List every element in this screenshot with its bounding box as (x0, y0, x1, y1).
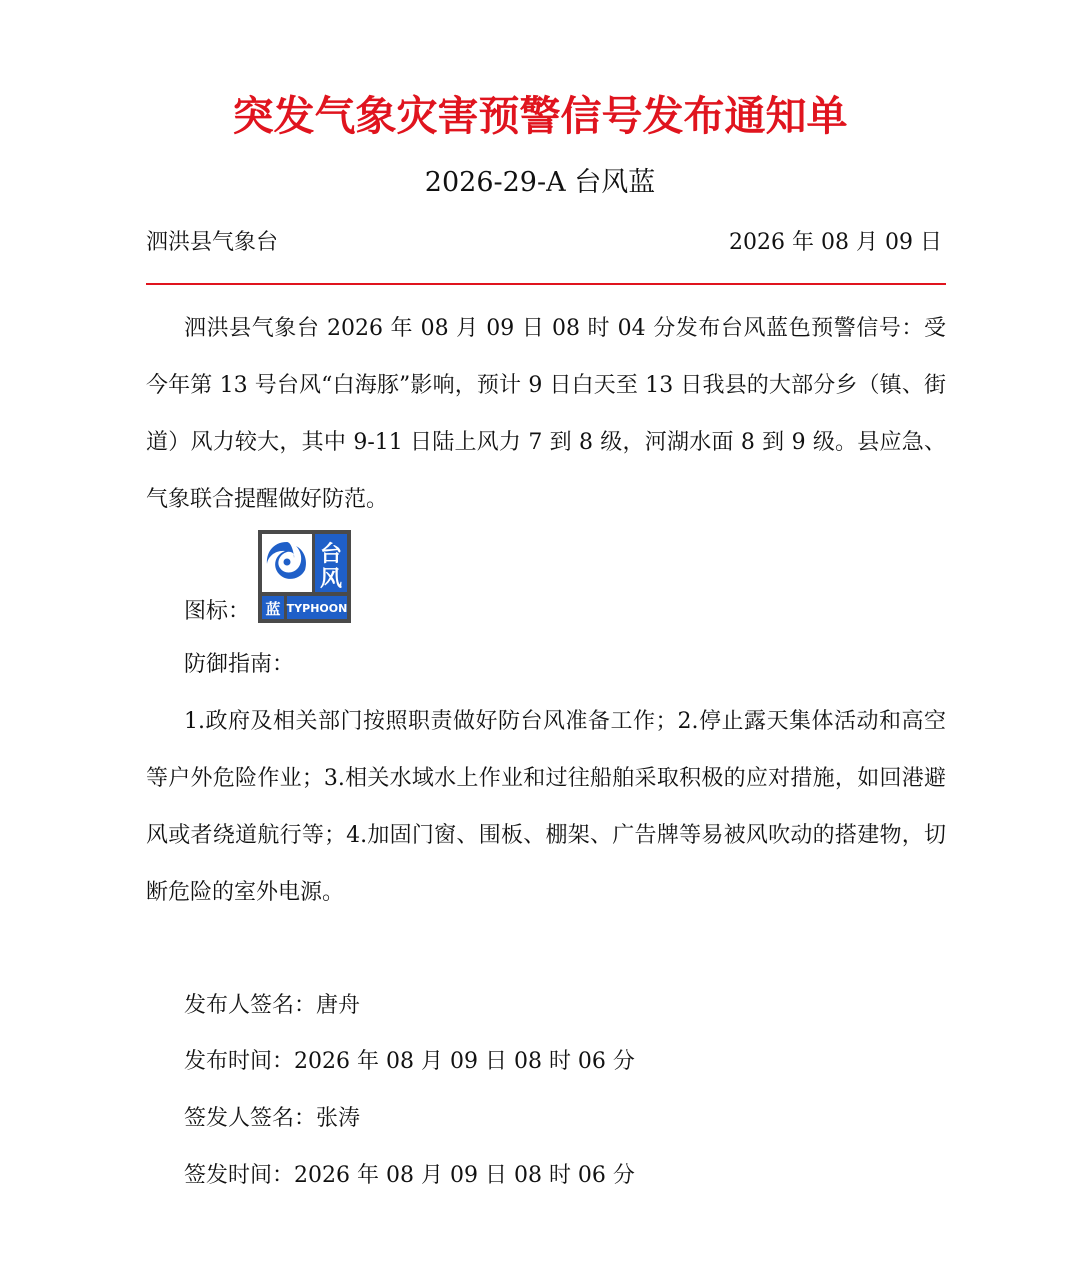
signal-char-bottom: 风 (319, 567, 343, 592)
sign-time-label: 签发时间： (184, 1163, 295, 1188)
signer-signature-line (184, 1099, 360, 1139)
defense-guide-paragraph: 1.政府及相关部门按照职责做好防台风准备工作；2.停止露天集体活动和高空等户外危险作业；3.相关水域水上作业和过往船舶采取积极的应对措施，如回港避风或者绕道航行等；4.加固门窗、围板、棚架、广告牌等易被风吹动的搭建物，切断危险的室外电源。 (146, 709, 946, 905)
signal-english-label: TYPHOON (286, 602, 348, 615)
signal-level-char: 蓝 (265, 600, 281, 618)
typhoon-blue-signal-icon (258, 530, 351, 623)
icon-label: 图标： (184, 599, 251, 624)
defense-guide-heading: 防御指南： (184, 652, 295, 677)
notice-title: 突发气象灾害预警信号发布通知单 (232, 92, 848, 140)
warning-paragraph: 泗洪县气象台 2026 年 08 月 09 日 08 时 04 分发布台风蓝色预警信号：受今年第 13 号台风“白海豚”影响，预计 9 日白天至 13 日我县的大部分乡（镇、街道）风力较大，其中 9-11 日陆上风力 7 到 8 级，河湖水面 8 到 9 级。县应急、气象联合提醒做好防范。 (146, 316, 946, 512)
issuer-date-row (146, 223, 942, 263)
document-number: 2026-29-A 台风蓝 (424, 167, 656, 198)
sign-time-value: 2026 年 08 月 09 日 08 时 06 分 (294, 1163, 635, 1188)
issuer-name: 泗洪县气象台 (146, 230, 279, 255)
publisher-name: 唐舟 (316, 993, 361, 1018)
publish-time-value: 2026 年 08 月 09 日 08 时 06 分 (294, 1049, 635, 1074)
publisher-label: 发布人签名： (184, 993, 317, 1018)
sign-time-line (184, 1156, 635, 1196)
issue-date: 2026 年 08 月 09 日 (729, 230, 942, 255)
signer-name: 张涛 (316, 1106, 361, 1131)
red-divider (146, 283, 946, 285)
signal-char-top: 台 (319, 542, 343, 567)
icon-row (184, 530, 484, 630)
publisher-signature-line (184, 986, 360, 1026)
publish-time-label: 发布时间： (184, 1049, 295, 1074)
publish-time-line (184, 1042, 635, 1082)
signer-label: 签发人签名： (184, 1106, 317, 1131)
